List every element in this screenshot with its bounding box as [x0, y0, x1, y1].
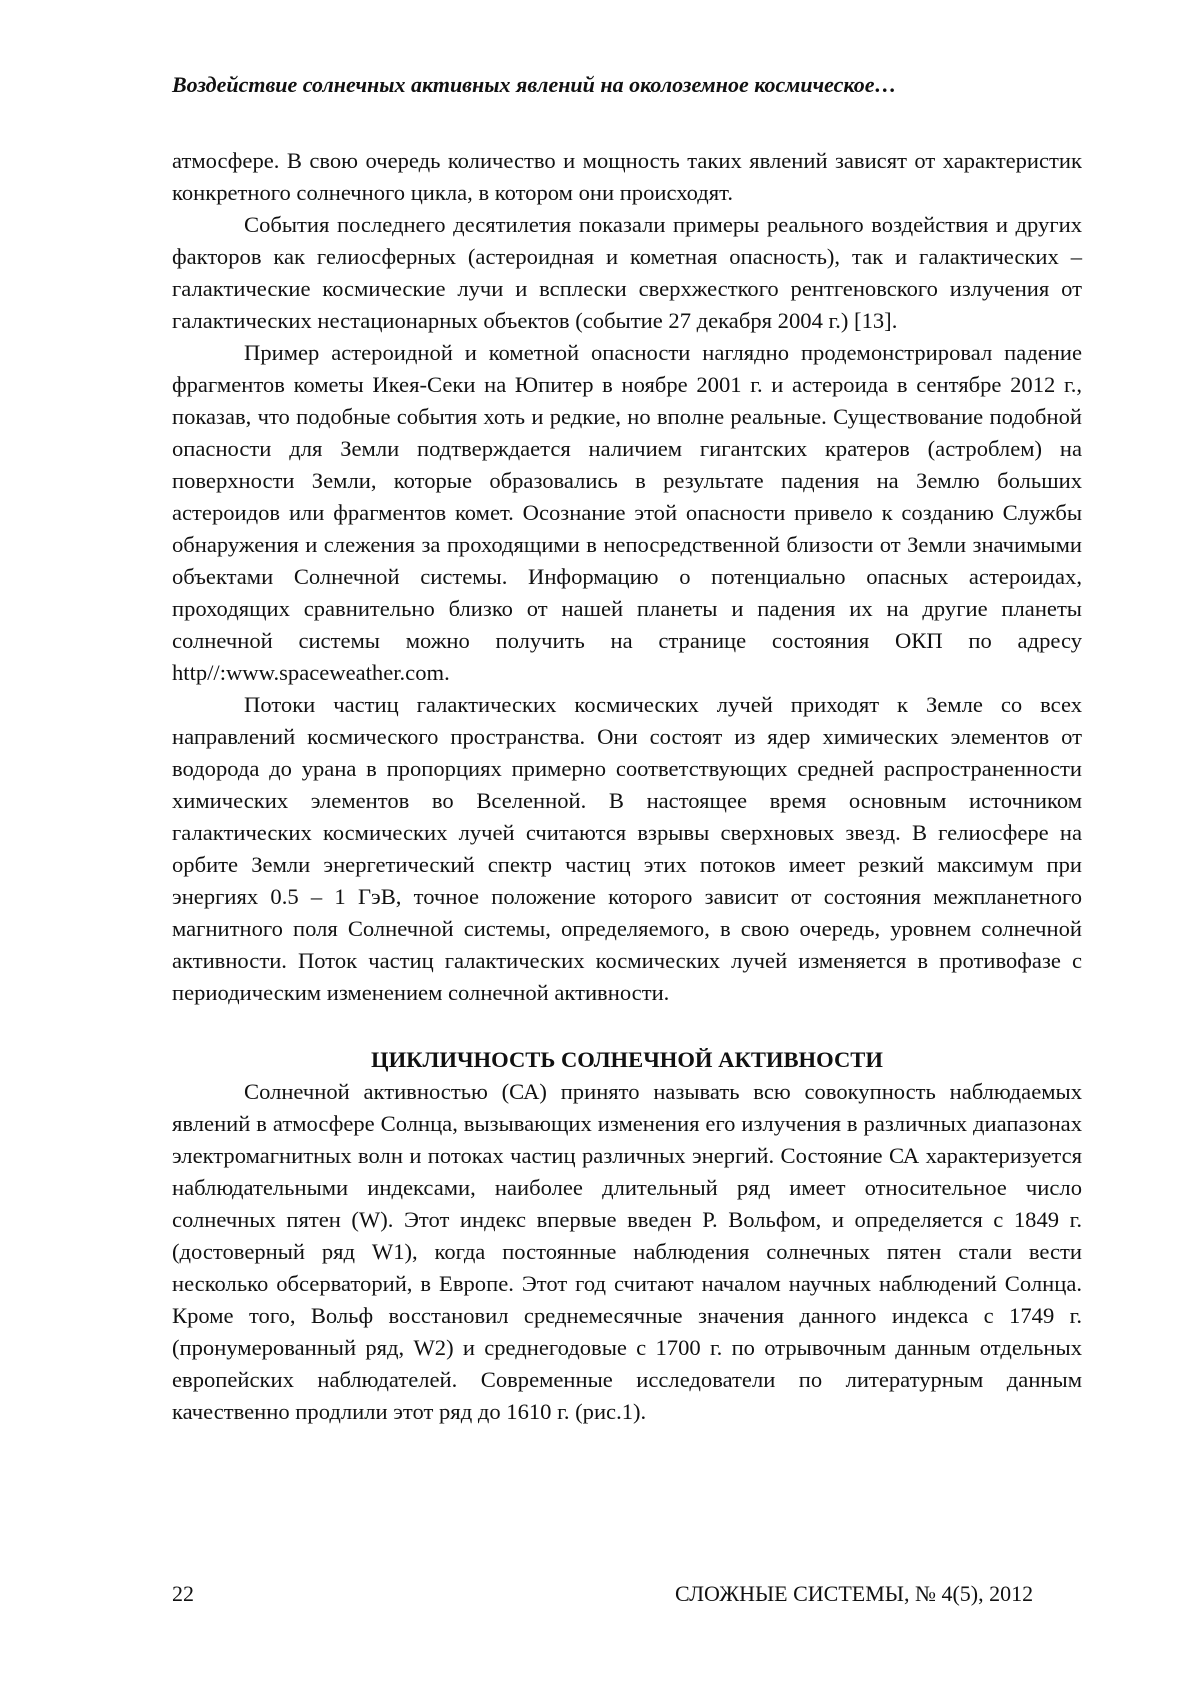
document-page	[0, 0, 1200, 1698]
paragraph-2: События последнего десятилетия показали примеры реального воздействия и других факторов как гелиосферных (астероидная и кометная опасность), так и галактических – галактические космические лучи и всплески сверхжесткого рентгеновского излучения от галактических нестационарных объектов (событие 27 декабря 2004 г.) [13].	[172, 209, 1082, 337]
section-paragraph: Солнечной активностью (СА) принято называть всю совокупность наблюдаемых явлений в атмосфере Солнца, вызывающих изменения его излучения в различных диапазонах электромагнитных волн и потоках частиц различных энергий. Состояние СА характеризуется наблюдательными индексами, наиболее длительный ряд имеет относительное число солнечных пятен (W). Этот индекс впервые введен Р. Вольфом, и определяется с 1849 г. (достоверный ряд W1), когда постоянные наблюдения солнечных пятен стали вести несколько обсерваторий, в Европе. Этот год считают началом научных наблюдений Солнца. Кроме того, Вольф восстановил среднемесячные значения данного индекса с 1749 г. (пронумерованный ряд, W2) и среднегодовые с 1700 г. по отрывочным данным отдельных европейских наблюдателей. Современные исследователи по литературным данным качественно продлили этот ряд до 1610 г. (рис.1).	[172, 1076, 1082, 1428]
body-text	[172, 145, 1082, 1428]
section-heading: ЦИКЛИЧНОСТЬ СОЛНЕЧНОЙ АКТИВНОСТИ	[172, 1044, 1082, 1076]
page-number: 22	[172, 1580, 194, 1608]
journal-footer: СЛОЖНЫЕ СИСТЕМЫ, № 4(5), 2012	[675, 1580, 1033, 1608]
paragraph-3: Пример астероидной и кометной опасности наглядно продемонстрировал падение фрагментов кометы Икея-Секи на Юпитер в ноябре 2001 г. и астероида в сентябре 2012 г., показав, что подобные события хоть и редкие, но вполне реальные. Существование подобной опасности для Земли подтверждается наличием гигантских кратеров (астроблем) на поверхности Земли, которые образовались в результате падения на Землю больших астероидов или фрагментов комет. Осознание этой опасности привело к созданию Службы обнаружения и слежения за проходящими в непосредственной близости от Земли значимыми объектами Солнечной системы. Информацию о потенциально опасных астероидах, проходящих сравнительно близко от нашей планеты и падения их на другие планеты солнечной системы можно получить на странице состояния ОКП по адресу http//:www.spaceweather.com.	[172, 337, 1082, 689]
paragraph-4: Потоки частиц галактических космических лучей приходят к Земле со всех направлений космического пространства. Они состоят из ядер химических элементов от водорода до урана в пропорциях примерно соответствующих средней распространенности химических элементов во Вселенной. В настоящее время основным источником галактических космических лучей считаются взрывы сверхновых звезд. В гелиосфере на орбите Земли энергетический спектр частиц этих потоков имеет резкий максимум при энергиях 0.5 – 1 ГэВ, точное положение которого зависит от состояния межпланетного магнитного поля Солнечной системы, определяемого, в свою очередь, уровнем солнечной активности. Поток частиц галактических космических лучей изменяется в противофазе с периодическим изменением солнечной активности.	[172, 689, 1082, 1009]
paragraph-1: атмосфере. В свою очередь количество и мощность таких явлений зависят от характеристик конкретного солнечного цикла, в котором они происходят.	[172, 145, 1082, 209]
running-head: Воздействие солнечных активных явлений на околоземное космическое…	[172, 71, 1072, 99]
